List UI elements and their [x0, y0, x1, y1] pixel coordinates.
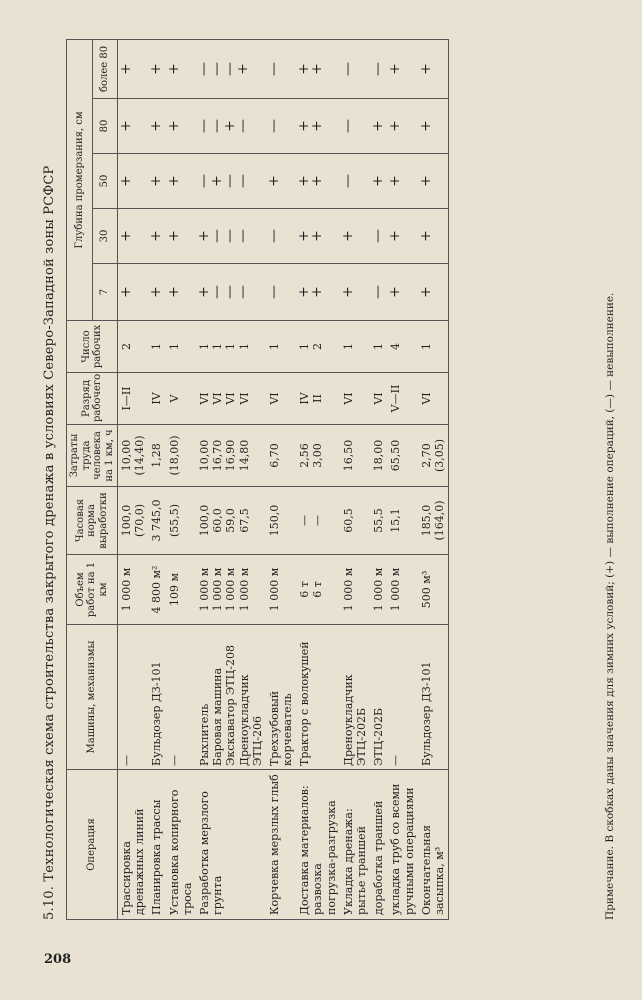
- construction-table: [66, 39, 449, 920]
- table-row: [296, 39, 340, 919]
- cell-machine: ЭТЦ-202Б: [370, 625, 387, 770]
- cell-depth-more-80: — — — +: [196, 39, 266, 98]
- cell-depth-30: +: [340, 209, 370, 264]
- cell-depth-7: +: [148, 264, 165, 321]
- cell-workers: 1 2: [296, 321, 340, 373]
- cell-workers: 1: [166, 321, 196, 373]
- cell-grade: VI: [370, 373, 387, 425]
- cell-volume: 1 000 м: [118, 555, 149, 625]
- cell-norm: 100,0 60,0 59,0 67,5: [196, 487, 266, 555]
- cell-volume: 1 000 м: [340, 555, 370, 625]
- table-row: [196, 39, 266, 919]
- cell-depth-80: —: [266, 99, 296, 154]
- cell-depth-more-80: +: [418, 39, 449, 98]
- cell-grade: VI: [266, 373, 296, 425]
- cell-grade: IV II: [296, 373, 340, 425]
- cell-norm: (55,5): [166, 487, 196, 555]
- table-row: [418, 39, 449, 919]
- cell-labor: 16,50: [340, 425, 370, 487]
- cell-norm: 150,0: [266, 487, 296, 555]
- header-volume: Объем работ на 1 км: [67, 555, 118, 625]
- cell-depth-more-80: +: [148, 39, 165, 98]
- table-caption: 5.10. Технологическая схема строительства закрытого дренажа в условиях Северо-Западной зоны РСФСР: [42, 165, 57, 920]
- cell-machine: Рыхлитель Баровая машина Экскаватор ЭТЦ-208 Дреноукладчик ЭТЦ-206: [196, 625, 266, 770]
- cell-grade: V—II: [387, 373, 417, 425]
- cell-depth-more-80: +: [387, 39, 417, 98]
- table-body: [118, 39, 449, 919]
- cell-depth-30: —: [370, 209, 387, 264]
- cell-grade: VI: [340, 373, 370, 425]
- cell-depth-80: +: [148, 99, 165, 154]
- cell-depth-80: +: [166, 99, 196, 154]
- cell-machine: Трактор с волокушей: [296, 625, 340, 770]
- table-row: [340, 39, 370, 919]
- cell-depth-7: + +: [296, 264, 340, 321]
- cell-labor: 2,70 (3,05): [418, 425, 449, 487]
- cell-operation: доработка траншей: [370, 770, 387, 920]
- cell-depth-7: +: [340, 264, 370, 321]
- cell-depth-50: +: [418, 154, 449, 209]
- table-row: [148, 39, 165, 919]
- cell-depth-80: — — + —: [196, 99, 266, 154]
- cell-labor: 10,00 16,70 16,90 14,80: [196, 425, 266, 487]
- cell-volume: 1 000 м 1 000 м 1 000 м 1 000 м: [196, 555, 266, 625]
- cell-operation: Корчевка мерзлых глыб: [266, 770, 296, 920]
- cell-depth-30: +: [418, 209, 449, 264]
- cell-machine: —: [166, 625, 196, 770]
- cell-depth-7: +: [166, 264, 196, 321]
- cell-norm: 15,1: [387, 487, 417, 555]
- cell-workers: 1: [418, 321, 449, 373]
- header-depth-80: 80: [92, 99, 118, 154]
- cell-volume: 1 000 м: [387, 555, 417, 625]
- cell-grade: I—II: [118, 373, 149, 425]
- table-row: [370, 39, 387, 919]
- cell-labor: 10,00 (14,40): [118, 425, 149, 487]
- cell-workers: 2: [118, 321, 149, 373]
- cell-depth-50: +: [148, 154, 165, 209]
- cell-labor: 6,70: [266, 425, 296, 487]
- cell-workers: 1: [370, 321, 387, 373]
- cell-grade: V: [166, 373, 196, 425]
- cell-operation: Разработка мерзлого грунта: [196, 770, 266, 920]
- cell-operation: укладка труб со всеми ручными операциями: [387, 770, 417, 920]
- page-number: 208: [44, 952, 72, 967]
- cell-depth-50: + +: [296, 154, 340, 209]
- cell-operation: Окончательная засыпка, м³: [418, 770, 449, 920]
- cell-grade: VI VI VI VI: [196, 373, 266, 425]
- cell-depth-30: +: [166, 209, 196, 264]
- table-row: [266, 39, 296, 919]
- cell-depth-80: + +: [296, 99, 340, 154]
- cell-depth-7: +: [118, 264, 149, 321]
- header-depth-group: Глубина промерзания, см: [67, 39, 93, 320]
- cell-workers: 1: [148, 321, 165, 373]
- cell-depth-more-80: + +: [296, 39, 340, 98]
- cell-operation: Трассировка дренажных линий: [118, 770, 149, 920]
- header-depth-more-80: более 80: [92, 39, 118, 98]
- cell-depth-80: +: [370, 99, 387, 154]
- cell-volume: 500 м³: [418, 555, 449, 625]
- cell-volume: 1 000 м: [266, 555, 296, 625]
- cell-depth-more-80: +: [118, 39, 149, 98]
- cell-grade: VI: [418, 373, 449, 425]
- header-depth-30: 30: [92, 209, 118, 264]
- cell-depth-50: +: [387, 154, 417, 209]
- cell-volume: 6 т 6 т: [296, 555, 340, 625]
- cell-depth-80: +: [118, 99, 149, 154]
- cell-workers: 1: [266, 321, 296, 373]
- cell-volume: 4 800 м²: [148, 555, 165, 625]
- cell-operation: Планировка трассы: [148, 770, 165, 920]
- cell-norm: — —: [296, 487, 340, 555]
- cell-depth-50: +: [166, 154, 196, 209]
- cell-machine: Трехзубовый корчеватель: [266, 625, 296, 770]
- cell-depth-more-80: —: [370, 39, 387, 98]
- cell-depth-30: +: [118, 209, 149, 264]
- header-depth-50: 50: [92, 154, 118, 209]
- cell-depth-80: —: [340, 99, 370, 154]
- cell-labor: 65,50: [387, 425, 417, 487]
- cell-machine: —: [387, 625, 417, 770]
- cell-grade: IV: [148, 373, 165, 425]
- cell-depth-7: —: [370, 264, 387, 321]
- cell-machine: Бульдозер ДЗ-101: [418, 625, 449, 770]
- cell-labor: (18,00): [166, 425, 196, 487]
- cell-depth-30: —: [266, 209, 296, 264]
- cell-depth-50: +: [370, 154, 387, 209]
- cell-depth-30: + — — —: [196, 209, 266, 264]
- header-norm: Часовая норма выработки: [67, 487, 118, 555]
- cell-workers: 4: [387, 321, 417, 373]
- cell-depth-80: +: [387, 99, 417, 154]
- cell-depth-30: + +: [296, 209, 340, 264]
- cell-norm: 100,0 (70,0): [118, 487, 149, 555]
- table-note: Примечание. В скобках даны значения для зимних условий; (+) — выполнение операций, (—) — невыполнение.: [604, 292, 616, 920]
- table-row: [166, 39, 196, 919]
- header-depth-7: 7: [92, 264, 118, 321]
- cell-depth-30: +: [148, 209, 165, 264]
- cell-depth-80: +: [418, 99, 449, 154]
- header-grade: Разряд рабочего: [67, 373, 118, 425]
- cell-volume: 1 000 м: [370, 555, 387, 625]
- cell-depth-7: —: [266, 264, 296, 321]
- table-row: [387, 39, 417, 919]
- cell-machine: Дреноукладчик ЭТЦ-202Б: [340, 625, 370, 770]
- cell-depth-50: +: [266, 154, 296, 209]
- cell-depth-50: — + — —: [196, 154, 266, 209]
- header-machines: Машины, механизмы: [67, 625, 118, 770]
- cell-depth-more-80: +: [166, 39, 196, 98]
- cell-labor: 2,56 3,00: [296, 425, 340, 487]
- cell-norm: 185,0 (164,0): [418, 487, 449, 555]
- header-operation: Операция: [67, 770, 118, 920]
- cell-labor: 1,28: [148, 425, 165, 487]
- cell-workers: 1 1 1 1: [196, 321, 266, 373]
- header-labor: Затраты труда человека на 1 км, ч: [67, 425, 118, 487]
- cell-operation: Доставка материалов: развозка погрузка-разгрузка: [296, 770, 340, 920]
- cell-depth-more-80: —: [340, 39, 370, 98]
- cell-volume: 109 м: [166, 555, 196, 625]
- cell-depth-more-80: —: [266, 39, 296, 98]
- cell-machine: Бульдозер ДЗ-101: [148, 625, 165, 770]
- table-row: [118, 39, 149, 919]
- cell-norm: 3 745,0: [148, 487, 165, 555]
- cell-labor: 18,00: [370, 425, 387, 487]
- cell-depth-7: + — — —: [196, 264, 266, 321]
- cell-operation: Укладка дренажа: рытье траншей: [340, 770, 370, 920]
- header-workers: Число рабочих: [67, 321, 118, 373]
- cell-machine: —: [118, 625, 149, 770]
- cell-workers: 1: [340, 321, 370, 373]
- cell-norm: 60,5: [340, 487, 370, 555]
- cell-operation: Установка копирного троса: [166, 770, 196, 920]
- cell-depth-50: +: [118, 154, 149, 209]
- cell-depth-50: —: [340, 154, 370, 209]
- cell-norm: 55,5: [370, 487, 387, 555]
- cell-depth-30: +: [387, 209, 417, 264]
- cell-depth-7: +: [387, 264, 417, 321]
- cell-depth-7: +: [418, 264, 449, 321]
